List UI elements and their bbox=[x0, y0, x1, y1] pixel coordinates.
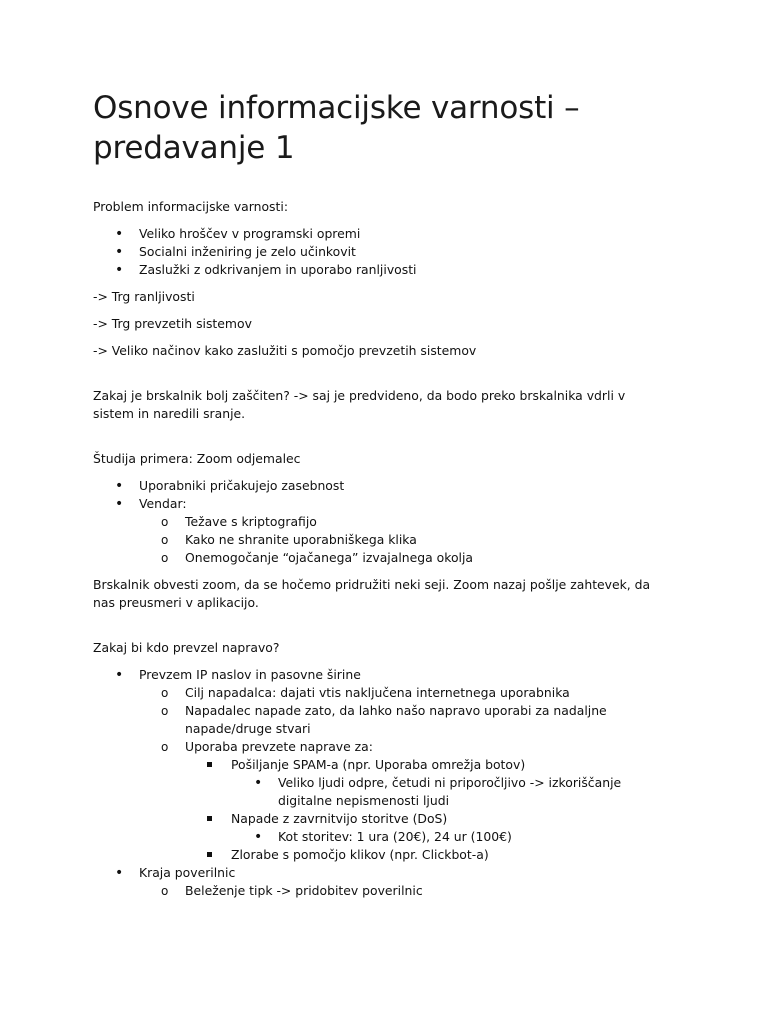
list-item: Pošiljanje SPAM-a (npr. Uporaba omrežja botov) bbox=[93, 756, 668, 774]
circle-bullet-icon bbox=[161, 882, 173, 900]
case-list bbox=[93, 477, 668, 567]
arrow-line: -> Trg ranljivosti bbox=[93, 289, 195, 304]
list-item: • Socialni inženiring je zelo učinkovit bbox=[93, 243, 668, 261]
circle-bullet-icon bbox=[161, 684, 173, 702]
problem-heading: Problem informacijske varnosti: bbox=[93, 199, 288, 214]
bullet-icon bbox=[115, 261, 127, 279]
bullet-icon bbox=[115, 225, 127, 243]
bullet-icon bbox=[115, 666, 127, 684]
list-item: o Beleženje tipk -> pridobitev poverilnic bbox=[93, 882, 668, 900]
list-item: o Napadalec napade zato, da lahko našo napravo uporabi za nadaljne napade/druge stvari bbox=[93, 702, 668, 738]
list-item: • Veliko ljudi odpre, četudi ni priporočljivo -> izkoriščanje digitalne nepismenosti ljudi bbox=[93, 774, 668, 810]
bullet-icon bbox=[115, 495, 127, 513]
circle-bullet-icon bbox=[161, 549, 173, 567]
bullet-icon bbox=[254, 774, 266, 792]
spacer bbox=[93, 369, 668, 387]
takeover-list bbox=[93, 666, 668, 900]
list-item: • Veliko hroščev v programski opremi bbox=[93, 225, 668, 243]
list-item: o Uporaba prevzete naprave za: bbox=[93, 738, 668, 756]
list-item: • Uporabniki pričakujejo zasebnost bbox=[93, 477, 668, 495]
circle-bullet-icon bbox=[161, 738, 173, 756]
page-title: Osnove informacijske varnosti – predavanje 1 bbox=[93, 90, 580, 166]
square-bullet-icon bbox=[207, 810, 219, 828]
list-item: o Težave s kriptografijo bbox=[93, 513, 668, 531]
list-item: • Kraja poverilnic bbox=[93, 864, 668, 882]
list-item: o Kako ne shranite uporabniškega klika bbox=[93, 531, 668, 549]
list-item: Napade z zavrnitvijo storitve (DoS) bbox=[93, 810, 668, 828]
list-item: o Onemogočanje “ojačanega” izvajalnega okolja bbox=[93, 549, 668, 567]
circle-bullet-icon bbox=[161, 702, 173, 720]
takeover-heading: Zakaj bi kdo prevzel napravo? bbox=[93, 640, 280, 655]
square-bullet-icon bbox=[207, 756, 219, 774]
spacer bbox=[93, 432, 668, 450]
arrow-line: -> Trg prevzetih sistemov bbox=[93, 316, 252, 331]
spacer bbox=[93, 621, 668, 639]
square-bullet-icon bbox=[207, 846, 219, 864]
circle-bullet-icon bbox=[161, 513, 173, 531]
list-item: • Prevzem IP naslov in pasovne širine bbox=[93, 666, 668, 684]
circle-bullet-icon bbox=[161, 531, 173, 549]
browser-question: Zakaj je brskalnik bolj zaščiten? -> saj je predvideno, da bodo preko brskalnika vdrli v sistem in naredili sranje. bbox=[93, 388, 626, 421]
zoom-paragraph: Brskalnik obvesti zoom, da se hočemo pridružiti neki seji. Zoom nazaj pošlje zahtevek, da nas preusmeri v aplikacijo. bbox=[93, 577, 651, 610]
bullet-icon bbox=[254, 828, 266, 846]
arrow-line: -> Veliko načinov kako zaslužiti s pomočjo prevzetih sistemov bbox=[93, 343, 477, 358]
bullet-icon bbox=[115, 243, 127, 261]
list-item: • Kot storitev: 1 ura (20€), 24 ur (100€) bbox=[93, 828, 668, 846]
bullet-icon bbox=[115, 864, 127, 882]
list-item: o Cilj napadalca: dajati vtis naključena internetnega uporabnika bbox=[93, 684, 668, 702]
list-item: Zlorabe s pomočjo klikov (npr. Clickbot-a) bbox=[93, 846, 668, 864]
case-heading: Študija primera: Zoom odjemalec bbox=[93, 451, 301, 466]
list-item: • Zaslužki z odkrivanjem in uporabo ranljivosti bbox=[93, 261, 668, 279]
list-item: • Vendar: bbox=[93, 495, 668, 513]
bullet-icon bbox=[115, 477, 127, 495]
problem-list bbox=[93, 225, 668, 279]
